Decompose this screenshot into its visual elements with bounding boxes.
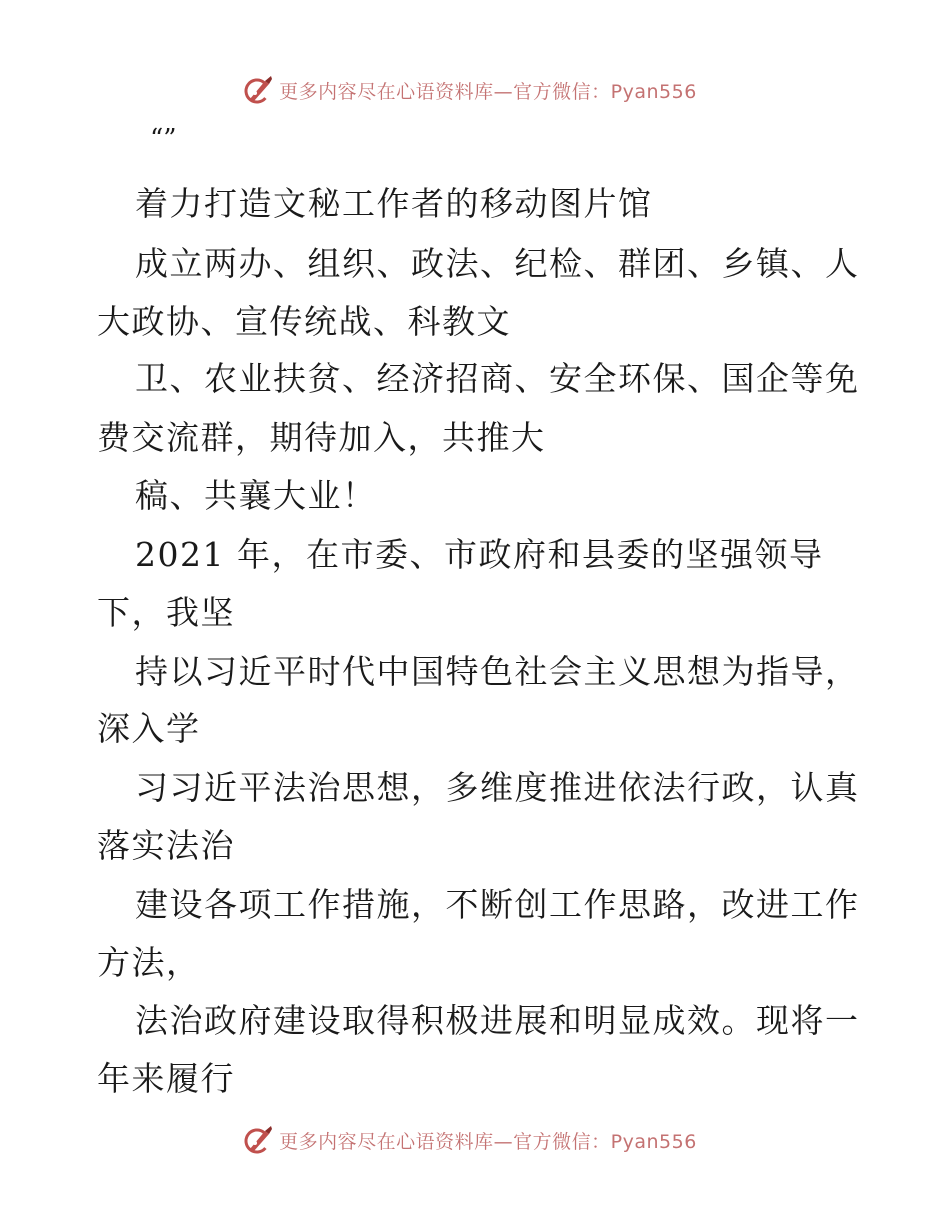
doc-line: 下，我坚 [97,593,235,632]
doc-line: 习习近平法治思想，多维度推进依法行政，认真 [135,768,860,807]
doc-line: 深入学 [97,709,201,748]
doc-line: 2021 年，在市委、市政府和县委的坚强领导 [135,535,824,574]
footer-banner-content [241,1123,697,1157]
doc-line: 大政协、宣传统战、科教文 [97,302,511,341]
quote-marks: “” [150,124,177,154]
doc-line: 持以习近平时代中国特色社会主义思想为指导， [135,652,860,691]
doc-line: 卫、农业扶贫、经济招商、安全环保、国企等免 [135,359,860,398]
doc-line: 年来履行 [97,1059,235,1098]
footer-banner [0,1120,950,1160]
doc-line: 落实法治 [97,826,235,865]
doc-line: 稿、共襄大业！ [135,476,377,515]
doc-line: 成立两办、组织、政法、纪检、群团、乡镇、人 [135,244,860,283]
doc-line: 建设各项工作措施，不断创工作思路，改进工作 [135,885,860,924]
footer-banner-text: 更多内容尽在心语资料库—官方微信：Pyan556 [279,1130,697,1153]
doc-line: 法治政府建设取得积极进展和明显成效。现将一 [135,1001,860,1040]
header-banner-text: 更多内容尽在心语资料库—官方微信：Pyan556 [279,80,697,103]
doc-line: 方法， [97,943,201,982]
doc-line: 着力打造文秘工作者的移动图片馆 [135,184,653,223]
quill-pen-logo-icon [241,1123,275,1157]
doc-line: 费交流群，期待加入，共推大 [97,418,546,457]
